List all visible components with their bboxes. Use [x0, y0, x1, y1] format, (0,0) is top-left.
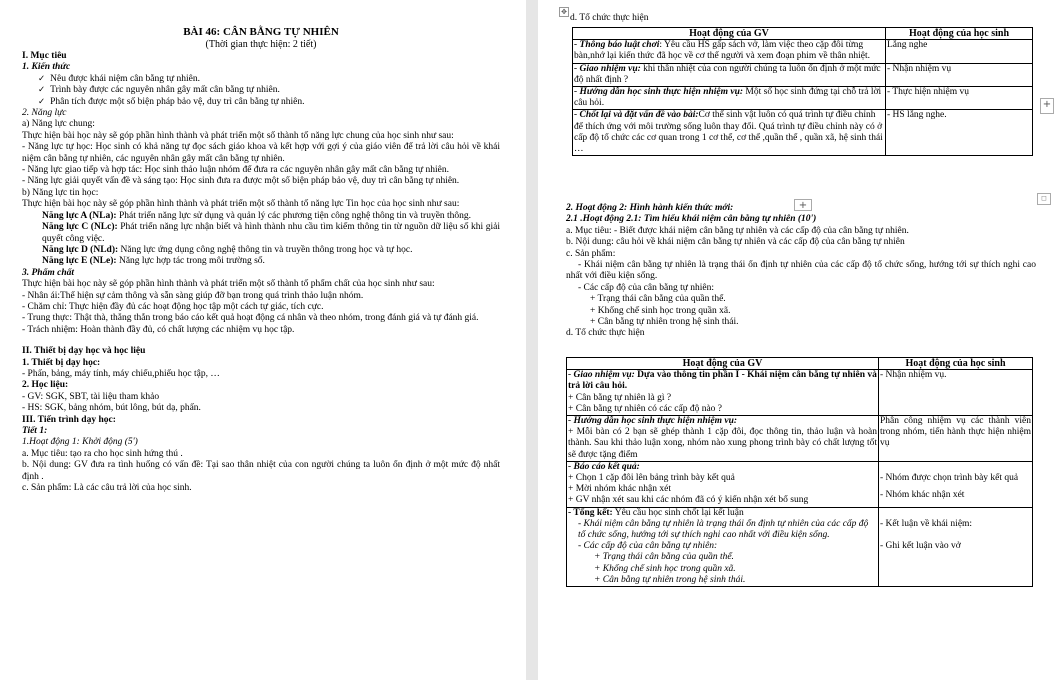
table-row [567, 416, 1033, 462]
table-move-handle-icon[interactable]: ✥ [559, 7, 569, 17]
pham-chat-item: - Trung thực: Thật thà, thẳng thắn trong báo cáo kết quả hoạt động cá nhân và theo nhóm, trong đánh giá và tự đánh giá. [22, 313, 479, 324]
table-row [573, 40, 1033, 63]
nang-luc-tin-intro: Thực hiện bài học này sẽ góp phần hình thành và phát triển một số thành tố năng lực Tin học của học sinh như sau: [22, 199, 460, 210]
left-page-content [22, 26, 500, 494]
table-row [573, 110, 1033, 156]
header-gv: Hoạt động của GV [573, 28, 886, 40]
heading-hoat-dong-1: 1.Hoạt động 1: Khởi động (5') [22, 437, 138, 448]
nang-luc-chung-intro: Thực hiện bài học này sẽ góp phần hình thành và phát triển một số thành tố năng lực chung của học sinh như sau: [22, 130, 454, 141]
cap-do-heading: - Các cấp độ của cân bằng tự nhiên: [578, 282, 714, 293]
add-row-plus-icon[interactable]: + [794, 199, 812, 211]
nang-luc-tin-heading: b) Năng lực tin học: [22, 187, 99, 198]
nang-luc-tin-item: Năng lực E (NLe): Năng lực hợp tác trong môi trường số. [42, 256, 265, 267]
hoat-dong-2-1-item: b. Nội dung: câu hỏi về khái niệm cân bằng tự nhiên và các cấp độ của cân bằng tự nhiên [566, 237, 905, 248]
lesson-title: BÀI 46: CÂN BẰNG TỰ NHIÊN [183, 26, 339, 38]
heading-tien-trinh: III. Tiến trình dạy học: [22, 414, 116, 425]
kien-thuc-item: ✓ Nêu được khái niệm cân bằng tự nhiên. [22, 74, 500, 85]
heading-nang-luc: 2. Năng lực [22, 108, 67, 119]
pham-chat-intro: Thực hiện bài học này sẽ góp phần hình thành và phát triển một số thành tố phẩm chất của học sinh như sau: [22, 279, 435, 290]
header-hs: Hoạt động của học sinh [879, 358, 1033, 370]
hoat-dong-1-item: c. Sản phẩm: Là các câu trả lời của học sinh. [22, 483, 192, 494]
header-gv: Hoạt động của GV [567, 358, 879, 370]
hoat-dong-2-1-item: a. Mục tiêu: - Biết được khái niệm cân bằng tự nhiên và các cấp độ của cân bằng tự nhiên. [566, 225, 909, 236]
nang-luc-chung-item: - Năng lực giải quyết vấn đề và sáng tạo: Học sinh đưa ra được một số biện pháp bảo vệ, duy trì cân bằng tự nhiên. [22, 176, 460, 187]
cap-do-item: + Trạng thái cân bằng của quần thể. [590, 294, 726, 305]
heading-hoc-lieu: 2. Học liệu: [22, 380, 69, 391]
heading-tiet-1: Tiết 1: [22, 426, 48, 436]
lesson-time: (Thời gian thực hiện: 2 tiết) [205, 39, 317, 50]
table-header-row [567, 358, 1033, 370]
hs-cell: Lắng nghe [886, 40, 1033, 63]
thiet-bi-day-hoc-text: - Phấn, bảng, máy tính, máy chiếu,phiếu học tập, … [22, 368, 220, 379]
cap-do-item: + Khống chế sinh học trong quần xã. [590, 305, 731, 316]
hs-cell: - Kết luận về khái niệm: - Ghi kết luận vào vở [879, 507, 1033, 586]
table-row [567, 461, 1033, 507]
san-pham-definition: - Khái niệm cân bằng tự nhiên là trạng thái ổn định tự nhiên của các cấp độ tổ chức sống, hướng tới sự thích nghi cao nhất với điều kiện sống. [566, 260, 1036, 282]
gv-cell: - Giao nhiệm vụ: Dựa vào thông tin phần I - Khái niệm cân bằng tự nhiên và trả lời câu hỏi. + Cân bằng tự nhiên là gì ? + Cân bằng tự nhiên có các cấp độ nào ? [568, 370, 877, 414]
nang-luc-tin-item: Năng lực A (NLa): Phát triển năng lực sử dụng và quản lý các phương tiện công nghệ thông tin và truyền thông. [42, 210, 472, 221]
hs-cell: - HS lắng nghe. [886, 110, 1033, 156]
gv-cell: - Chốt lại và đặt vấn đề vào bài:Cơ thể sinh vật luôn có quá trình tự điều chỉnh để thích ứng với môi trường sống luôn thay đổi. Quá trình tự điều chỉnh này có ở cấp độ tổ chức các cơ quan trong 1 cơ thể, cơ thể ,quần thể , quần xã, hệ sinh thái … [573, 110, 886, 156]
hs-cell: Phân công nhiệm vụ các thành viên trong nhóm, tiến hành thực hiện nhiệm vụ [879, 416, 1033, 462]
hs-cell: - Nhóm được chọn trình bày kết quả - Nhóm khác nhận xét [879, 461, 1033, 507]
header-hs: Hoạt động của học sinh [886, 28, 1033, 40]
table-row [573, 87, 1033, 110]
pham-chat-item: - Nhân ái:Thể hiện sự cảm thông và sẵn sàng giúp đỡ bạn trong quá trình thảo luận nhóm. [22, 290, 364, 301]
pham-chat-item: - Chăm chỉ: Thực hiện đầy đủ các hoạt động học tập một cách tự giác, tích cực. [22, 301, 324, 312]
nang-luc-tin-item: Năng lực D (NLd): Năng lực ứng dụng công nghệ thông tin và truyền thông trong học và tự học. [42, 244, 413, 255]
heading-muc-tieu: I. Mục tiêu [22, 51, 67, 61]
cap-do-item: + Cân bằng tự nhiên trong hệ sinh thái. [590, 317, 739, 328]
heading-kien-thuc: 1. Kiến thức [22, 62, 71, 73]
table-row [567, 370, 1033, 416]
table-resize-handle-icon[interactable]: ◻ [1037, 193, 1051, 205]
hs-cell: - Nhận nhiệm vụ. [879, 370, 1033, 416]
nang-luc-chung-item: - Năng lực giao tiếp và hợp tác: Học sinh thảo luận nhóm để đưa ra các nguyên nhân gây mất cân bằng tự nhiên. [22, 165, 449, 176]
hoat-dong-2-1-item: c. Sản phẩm: [566, 248, 616, 259]
gv-cell: - Giao nhiệm vụ: khi thân nhiệt của con người chúng ta luôn ổn định ở một mức độ nhất định ? [573, 63, 886, 86]
to-chuc-heading-2: d. Tổ chức thực hiện [566, 328, 645, 339]
kien-thuc-item: ✓ Trình bày được các nguyên nhân gây mất cân bằng tự nhiên. [22, 85, 500, 96]
heading-thiet-bi: II. Thiết bị dạy học và học liệu [22, 346, 146, 357]
heading-hoat-dong-2: 2. Hoạt động 2: Hình hành kiến thức mới: [566, 203, 734, 213]
hoat-dong-1-item: b. Nội dung: GV đưa ra tình huống có vấn đề: Tại sao thân nhiệt của con người chúng ta luôn ổn định ở một mức độ nhất định . [22, 460, 500, 482]
hoat-dong-1-item: a. Mục tiêu: tạo ra cho học sinh hứng thú . [22, 448, 183, 459]
nang-luc-chung-heading: a) Năng lực chung: [22, 119, 95, 130]
table-header-row [573, 28, 1033, 40]
activity-table-2 [566, 357, 1033, 587]
heading-thiet-bi-day-hoc: 1. Thiết bị dạy học: [22, 357, 101, 368]
kien-thuc-item: ✓ Phân tích được một số biện pháp bảo vệ, duy trì cân bằng tự nhiên. [22, 97, 500, 108]
gv-cell: - Hướng dẫn học sinh thực hiện nhiệm vụ: Một số học sinh đứng tại chỗ trả lời câu hỏi. [573, 87, 886, 110]
hoc-lieu-item: - GV: SGK, SBT, tài liệu tham khảo [22, 391, 160, 402]
pham-chat-item: - Trách nhiệm: Hoàn thành đầy đủ, có chất lượng các nhiệm vụ học tập. [22, 324, 295, 335]
right-section-content [566, 203, 1036, 340]
hoc-lieu-item: - HS: SGK, bảng nhóm, bút lông, bút dạ, phấn. [22, 403, 201, 414]
document-page-left [0, 0, 526, 680]
gv-cell: - Tổng kết: Yêu cầu học sinh chốt lại kết luận - Khái niệm cân bằng tự nhiên là trạng thái ổn định tự nhiên của các cấp độ tổ chức sống, hướng tới sự thích nghi cao nhất với điều kiện sống. - Các cấp độ của cân bằng tự nhiên: + Trạng thái cân bằng của quần thể. + Khống chế sinh học trong quần xã. + Cân bằng tự nhiên trong hệ sinh thái. [567, 507, 879, 586]
gv-cell: - Báo cáo kết quả: + Chọn 1 cặp đôi lên bảng trình bày kết quả + Mời nhóm khác nhận xét + GV nhận xét sau khi các nhóm đã có ý kiến nhận xét bổ sung [567, 461, 879, 507]
nang-luc-tin-item: Năng lực C (NLc): Phát triển năng lực nhận biết và hình thành nhu cầu tìm kiếm thông tin từ nguồn dữ liệu số khi giải quyết công việc. [42, 222, 500, 244]
table-row [573, 63, 1033, 86]
table-row [567, 507, 1033, 586]
nang-luc-chung-item: - Năng lực tự học: Học sinh có khả năng tự đọc sách giáo khoa và kết hợp với gợi ý của giáo viên để trả lời câu hỏi về khái niệm cân bằng tự nhiên, các nguyên nhân gây mất cân bằng tự nhiên. [22, 142, 500, 164]
to-chuc-heading-1: d. Tổ chức thực hiện [570, 13, 649, 23]
hs-cell: - Thực hiện nhiệm vụ [886, 87, 1033, 110]
gv-cell: - Thông báo luật chơi: Yêu cầu HS gấp sách vở, làm việc theo cặp đôi từng bàn,nhớ lại kiến thức đã học về cơ thể người và xem đoạn phim về thân nhiệt. [573, 40, 886, 63]
heading-pham-chat: 3. Phẩm chất [22, 267, 74, 278]
hs-cell: - Nhận nhiệm vụ [886, 63, 1033, 86]
add-row-plus-icon[interactable]: + [1040, 98, 1054, 114]
gv-cell: - Hướng dẫn học sinh thực hiện nhiệm vụ: + Mỗi bàn có 2 bạn sẽ ghép thành 1 cặp đôi, đọc thông tin, thảo luận và hoàn thành. Sau khi thảo luận xong, nhóm nào xung phong trình bày có chất lượng tốt sẽ được tặng điểm [568, 416, 877, 460]
heading-hoat-dong-2-1: 2.1 .Hoạt động 2.1: Tìm hiểu khái niệm cân bằng tự nhiên (10') [566, 214, 817, 225]
activity-table-1 [572, 27, 1033, 156]
